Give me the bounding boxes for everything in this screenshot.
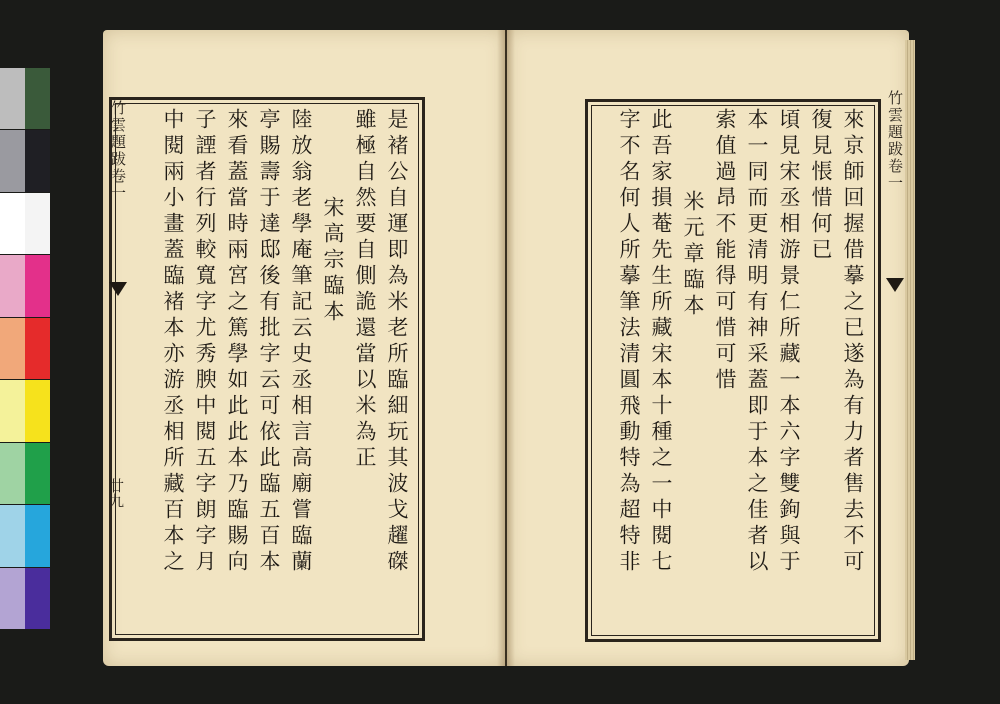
calibration-row: [0, 318, 50, 379]
calibration-swatch-dark: [25, 68, 50, 129]
left-column-7: 子諲者行列較寬字尤秀腴中閱五字朗字月: [193, 108, 217, 576]
calibration-row: [0, 193, 50, 254]
calibration-swatch-dark: [25, 318, 50, 379]
calibration-swatch-light: [0, 318, 25, 379]
calibration-swatch-dark: [25, 193, 50, 254]
right-column-8: 字不名何人所摹筆法清圓飛動特為超特非: [617, 108, 641, 576]
right-column-4: 本一同而更清明有神采蓋即于本之佳者以: [745, 108, 769, 576]
page-edges: [905, 40, 915, 660]
left-column-4: 陸放翁老學庵筆記云史丞相言高廟嘗臨蘭: [289, 108, 313, 576]
calibration-row: [0, 130, 50, 191]
calibration-swatch-dark: [25, 568, 50, 629]
color-calibration-strip: [0, 68, 50, 630]
left-running-title: 竹雲題跋卷一: [109, 100, 127, 202]
right-column-2: 復見悵惜何已: [809, 108, 833, 264]
book-gutter: [497, 30, 515, 666]
left-column-3: 宋高宗臨本: [321, 196, 345, 326]
calibration-row: [0, 255, 50, 316]
calibration-row: [0, 443, 50, 504]
calibration-swatch-light: [0, 130, 25, 191]
left-fish-tail-mark: [109, 282, 127, 296]
calibration-swatch-dark: [25, 130, 50, 191]
calibration-swatch-dark: [25, 443, 50, 504]
left-column-5: 亭賜壽于達邸後有批字云可依此臨五百本: [257, 108, 281, 576]
calibration-swatch-light: [0, 193, 25, 254]
right-column-7: 此吾家損菴先生所藏宋本十種之一中閱七: [649, 108, 673, 576]
left-column-2: 雖極自然要自側詭還當以米為正: [353, 108, 377, 472]
left-folio-number: 廿九: [107, 478, 125, 508]
right-column-5: 索值過昂不能得可惜可惜: [713, 108, 737, 394]
left-column-8: 中閱兩小畫蓋臨褚本亦游丞相所藏百本之: [161, 108, 185, 576]
calibration-row: [0, 505, 50, 566]
left-column-6: 來看蓋當時兩宮之篤學如此此本乃臨賜向: [225, 108, 249, 576]
calibration-swatch-dark: [25, 380, 50, 441]
calibration-row: [0, 68, 50, 129]
calibration-swatch-light: [0, 255, 25, 316]
calibration-swatch-light: [0, 443, 25, 504]
right-running-title: 竹雲題跋卷一: [886, 90, 904, 192]
calibration-swatch-light: [0, 505, 25, 566]
calibration-swatch-dark: [25, 505, 50, 566]
calibration-swatch-light: [0, 68, 25, 129]
right-column-6: 米元章臨本: [681, 190, 705, 320]
calibration-swatch-dark: [25, 255, 50, 316]
right-column-1: 來京師回握借摹之已遂為有力者售去不可: [841, 108, 865, 576]
calibration-row: [0, 568, 50, 629]
calibration-swatch-light: [0, 380, 25, 441]
right-column-3: 頃見宋丞相游景仁所藏一本六字雙鉤與于: [777, 108, 801, 576]
left-column-1: 是褚公自運即為米老所臨細玩其波戈趯磔: [385, 108, 409, 576]
right-fish-tail-mark: [886, 278, 904, 292]
calibration-swatch-light: [0, 568, 25, 629]
calibration-row: [0, 380, 50, 441]
